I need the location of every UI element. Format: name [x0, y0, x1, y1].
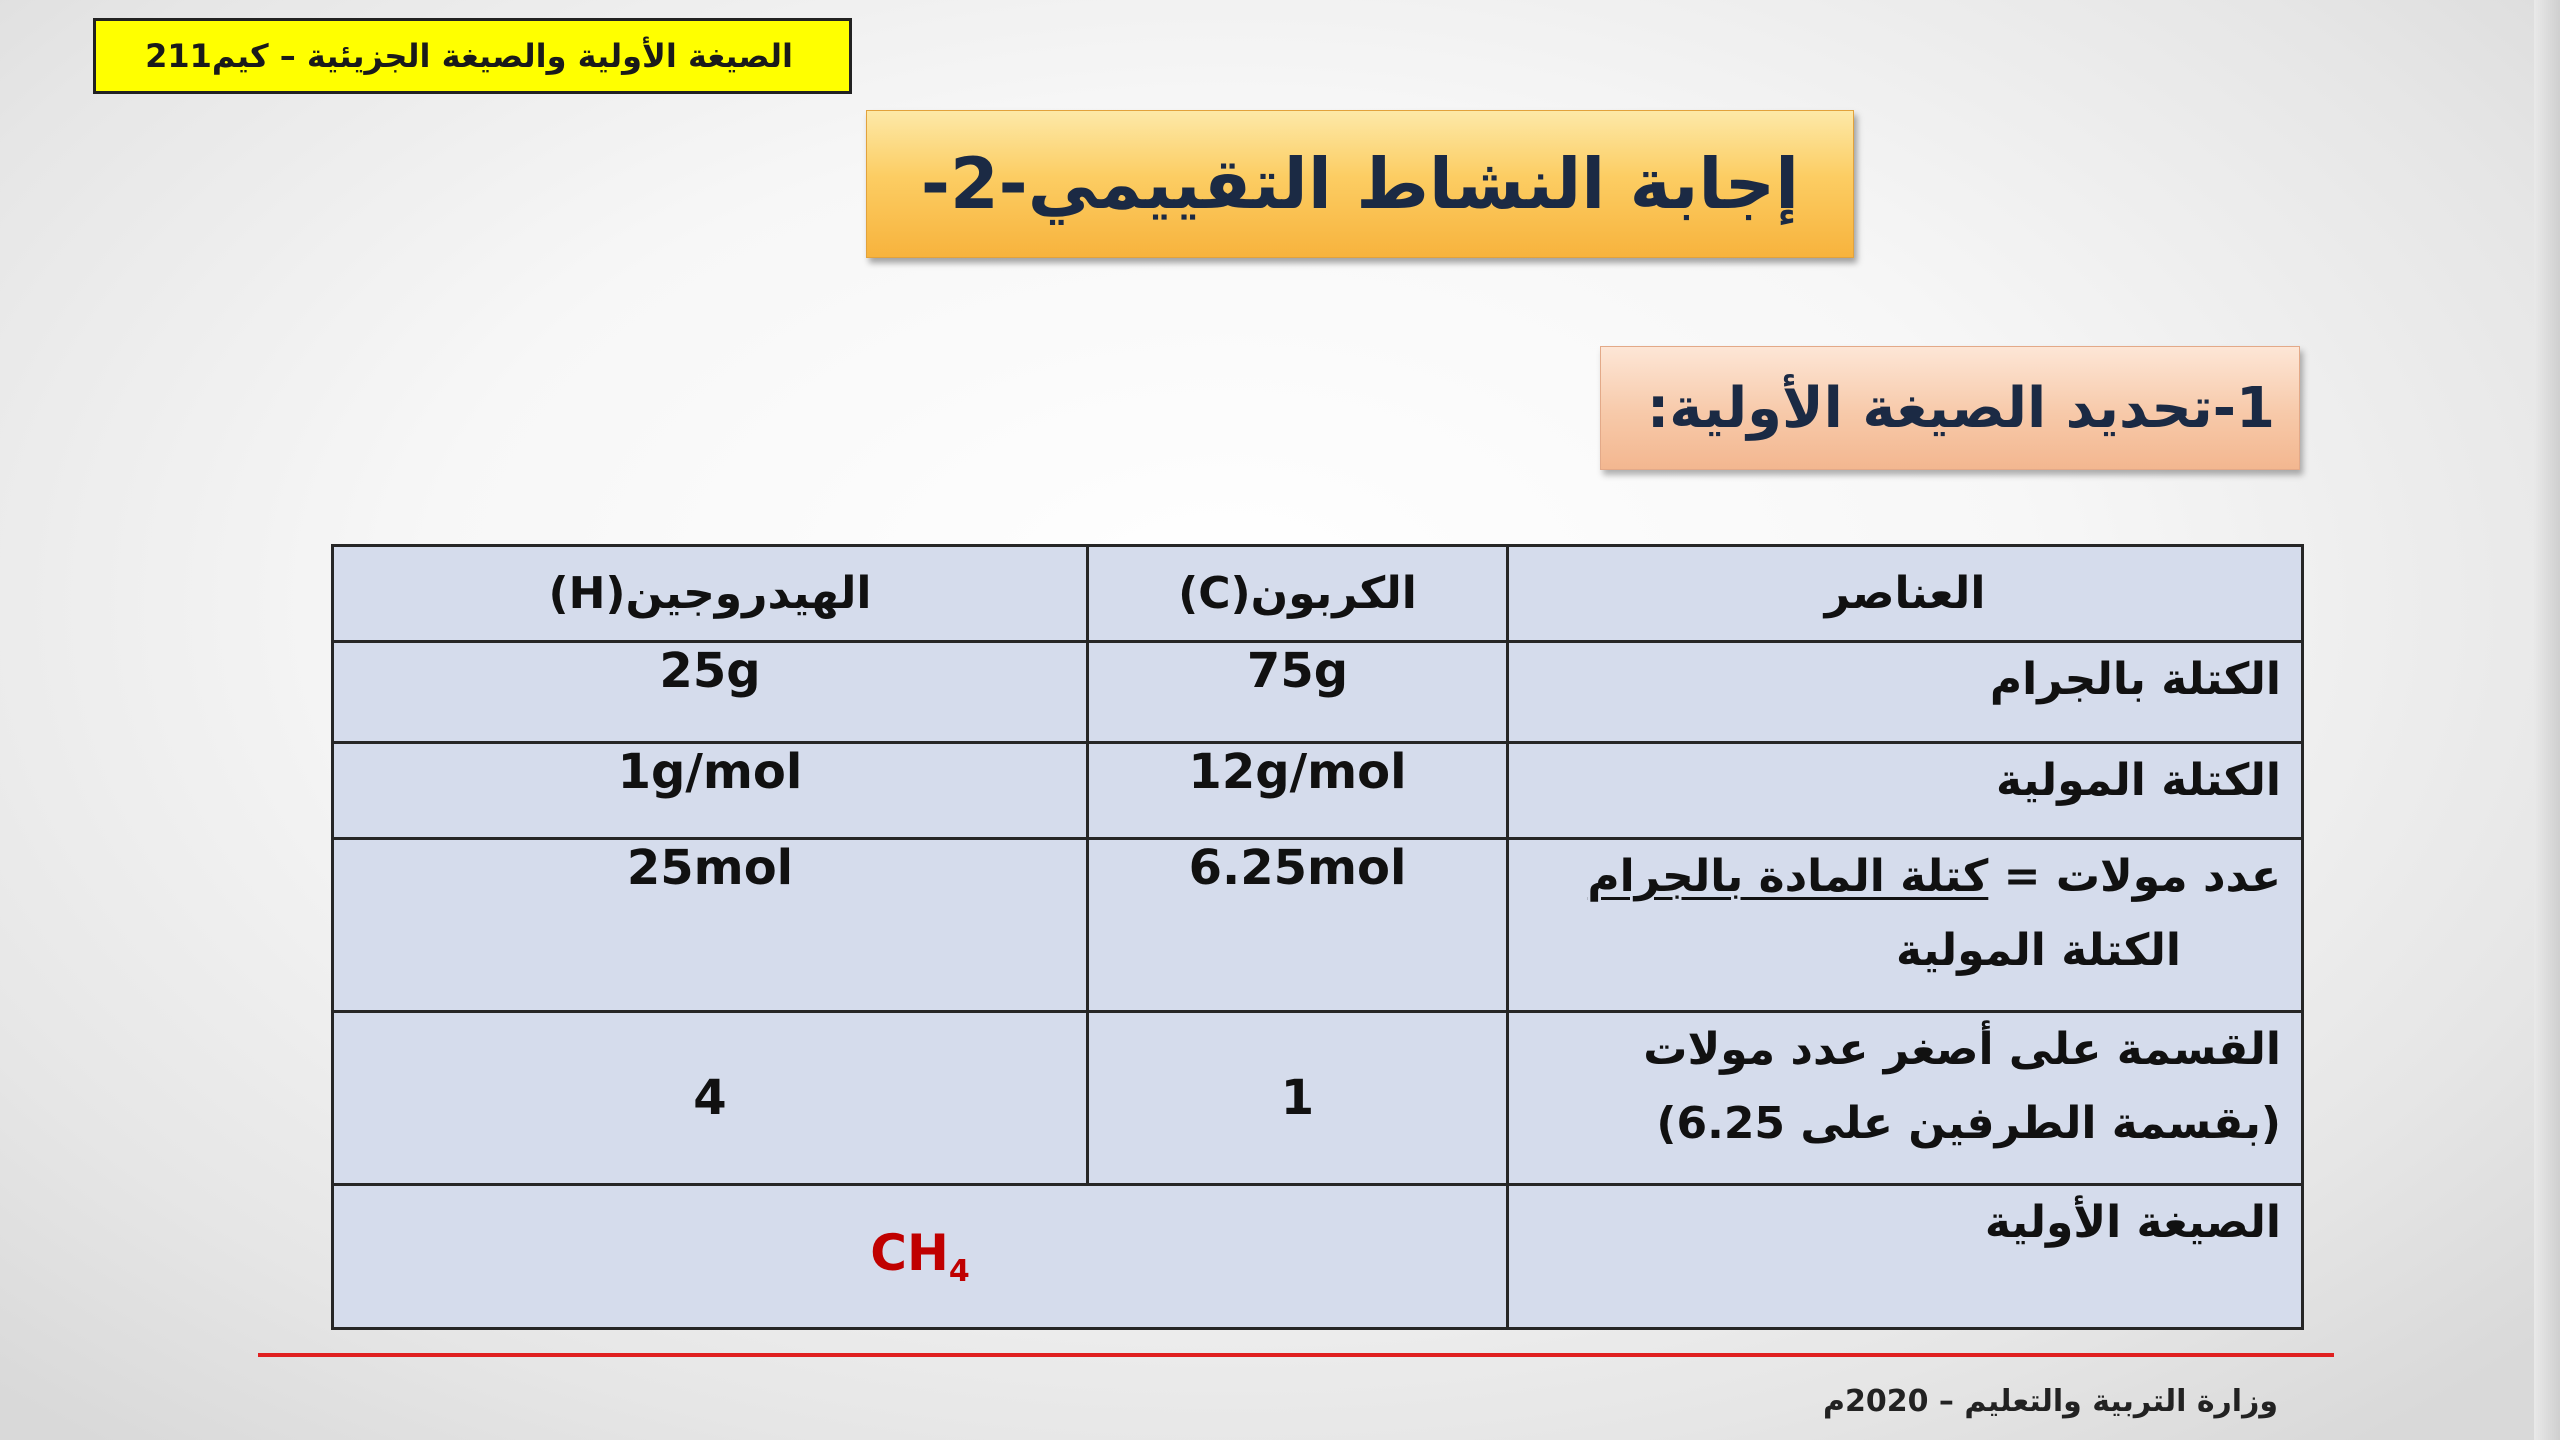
table-header-row	[333, 546, 2303, 642]
hydrogen-moles-value: 25mol	[626, 840, 794, 896]
table-row	[333, 839, 2303, 1012]
table-row	[333, 743, 2303, 839]
topic-label: الصيغة الأولية والصيغة الجزيئية – كيم211	[93, 18, 852, 94]
hydrogen-mass-value: 25g	[659, 643, 761, 699]
hydrogen-ratio-value: 4	[693, 1070, 727, 1126]
hydrogen-ratio	[333, 1012, 1088, 1185]
header-carbon	[1088, 546, 1508, 642]
row-label-molar-mass: الكتلة المولية	[1508, 743, 2303, 839]
header-hydrogen-text: الهيدروجين(H)	[548, 568, 872, 619]
row-label-moles	[1508, 839, 2303, 1012]
carbon-ratio-value: 1	[1280, 1070, 1315, 1126]
footer-divider	[258, 1353, 2334, 1357]
slide-title: إجابة النشاط التقييمي-2-	[866, 110, 1854, 258]
section-subtitle: 1-تحديد الصيغة الأولية:	[1600, 346, 2300, 470]
header-carbon-text: الكربون(C)	[1178, 568, 1417, 619]
divide-label-line2: (بقسمة الطرفين على 6.25)	[1656, 1098, 2281, 1149]
empirical-formula-table	[331, 544, 2304, 1330]
hydrogen-molar-mass-value: 1g/mol	[617, 744, 803, 800]
carbon-molar-mass-value: 12g/mol	[1188, 744, 1407, 800]
moles-label-prefix: عدد مولات =	[1988, 851, 2281, 902]
hydrogen-molar-mass	[333, 743, 1088, 839]
empirical-formula	[333, 1185, 1508, 1329]
table-row	[333, 1012, 2303, 1185]
carbon-mass	[1088, 642, 1508, 743]
hydrogen-moles	[333, 839, 1088, 1012]
carbon-ratio	[1088, 1012, 1508, 1185]
slide-edge	[2534, 0, 2560, 1440]
carbon-moles-value: 6.25mol	[1188, 840, 1407, 896]
table-row	[333, 1185, 2303, 1329]
carbon-molar-mass	[1088, 743, 1508, 839]
row-label-divide	[1508, 1012, 2303, 1185]
carbon-moles	[1088, 839, 1508, 1012]
moles-label-denominator: الكتلة المولية	[1896, 925, 2181, 976]
hydrogen-mass	[333, 642, 1088, 743]
divide-label-line1: القسمة على أصغر عدد مولات	[1643, 1024, 2281, 1075]
table-row	[333, 642, 2303, 743]
header-hydrogen	[333, 546, 1088, 642]
moles-label-numerator: كتلة المادة بالجرام	[1587, 851, 1989, 902]
formula-subscript: 4	[948, 1254, 970, 1289]
row-label-empirical: الصيغة الأولية	[1508, 1185, 2303, 1329]
header-elements: العناصر	[1508, 546, 2303, 642]
row-label-mass: الكتلة بالجرام	[1508, 642, 2303, 743]
formula-base: CH	[870, 1224, 949, 1282]
carbon-mass-value: 75g	[1246, 643, 1349, 699]
empirical-formula-value	[870, 1224, 969, 1289]
footer-ministry: وزارة التربية والتعليم – 2020م	[1822, 1383, 2278, 1419]
